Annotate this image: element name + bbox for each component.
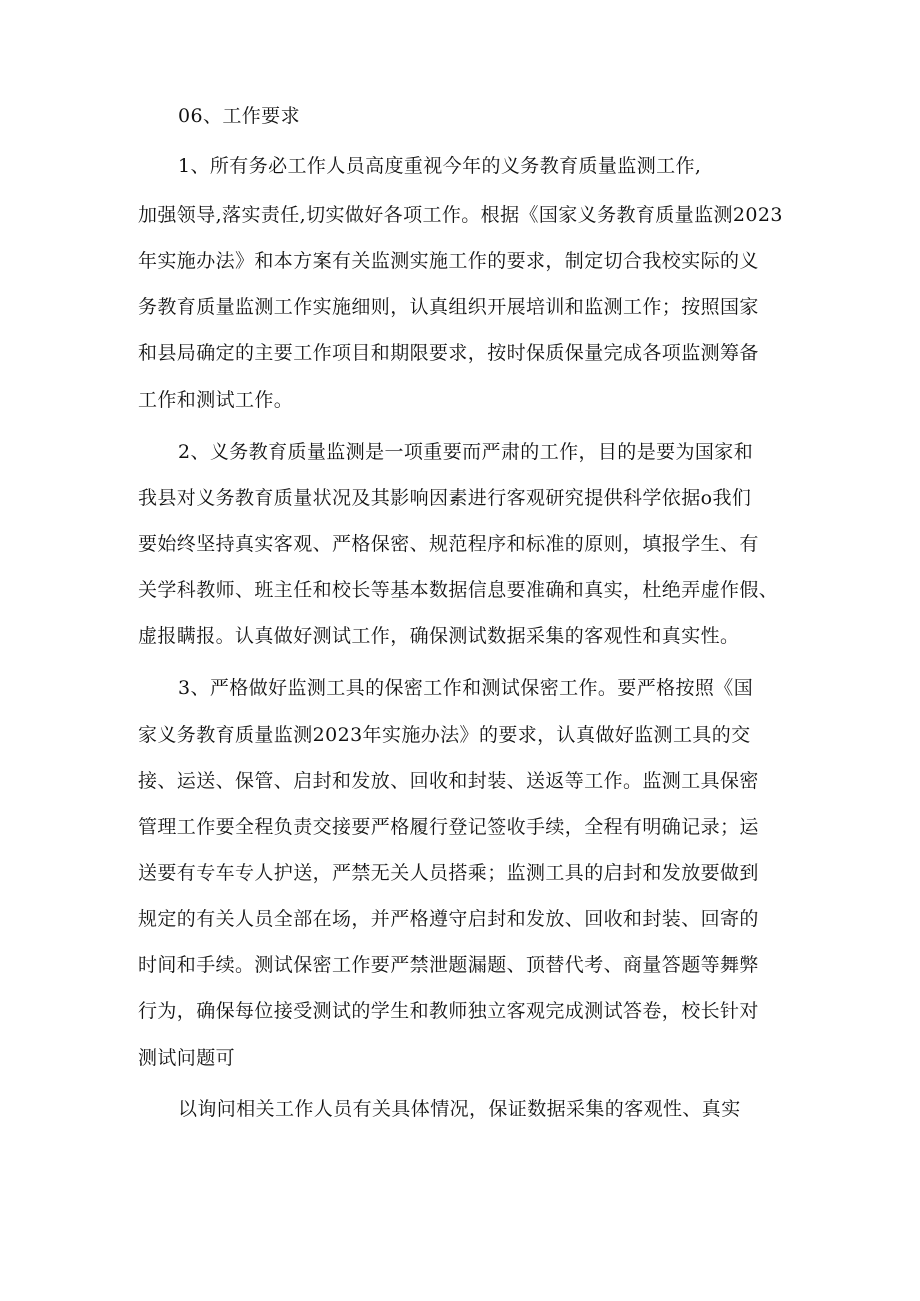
paragraph-3-line-3: 接、运送、保管、启封和发放、回收和封装、送返等工作。监测工具保密 [138,770,759,792]
paragraph-3-line-9: 测试问题可 [138,1047,236,1069]
paragraph-3-line-5: 送要有专车专人护送，严禁无关人员搭乘；监测工具的启封和发放要做到 [138,862,759,884]
paragraph-1-line-2: 加强领导,落实责任,切实做好各项工作。根据《国家义务教育质量监测2023 [138,204,783,226]
paragraph-3-line-4: 管理工作要全程负责交接要严格履行登记签收手续，全程有明确记录；运 [138,816,759,838]
paragraph-4-line-1: 以询问相关工作人员有关具体情况，保证数据采集的客观性、真实 [178,1098,741,1120]
paragraph-3-line-2: 家义务教育质量监测2023年实施办法》的要求，认真做好监测工具的交 [138,724,751,746]
paragraph-3-line-8: 行为，确保每位接受测试的学生和教师独立客观完成测试答卷，校长针对 [138,1000,759,1022]
paragraph-1-line-6: 工作和测试工作。 [138,389,294,411]
paragraph-2-line-1: 2、义务教育质量监测是一项重要而严肃的工作，目的是要为国家和 [178,441,754,463]
paragraph-1-line-3: 年实施办法》和本方案有关监测实施工作的要求，制定切合我校实际的义 [138,250,759,272]
paragraph-2-line-4: 关学科教师、班主任和校长等基本数据信息要准确和真实，杜绝弄虚作假、 [138,579,779,601]
paragraph-2-line-5: 虚报瞒报。认真做好测试工作，确保测试数据采集的客观性和真实性。 [138,625,740,647]
paragraph-2-line-2: 我县对义务教育质量状况及其影响因素进行客观研究提供科学依据o我们 [138,487,752,509]
paragraph-1-line-1: 1、所有务必工作人员高度重视今年的义务教育质量监测工作, [178,155,702,177]
section-heading: 06、工作要求 [178,105,300,127]
paragraph-3-line-6: 规定的有关人员全部在场，并严格遵守启封和发放、回收和封装、回寄的 [138,908,759,930]
paragraph-1-line-4: 务教育质量监测工作实施细则，认真组织开展培训和监测工作；按照国家 [138,296,759,318]
paragraph-3-line-1: 3、严格做好监测工具的保密工作和测试保密工作。要严格按照《国 [178,677,754,699]
paragraph-1-line-5: 和县局确定的主要工作项目和期限要求，按时保质保量完成各项监测筹备 [138,342,759,364]
paragraph-2-line-3: 要始终坚持真实客观、严格保密、规范程序和标准的原则，填报学生、有 [138,533,759,555]
paragraph-3-line-7: 时间和手续。测试保密工作要严禁泄题漏题、顶替代考、商量答题等舞弊 [138,954,759,976]
